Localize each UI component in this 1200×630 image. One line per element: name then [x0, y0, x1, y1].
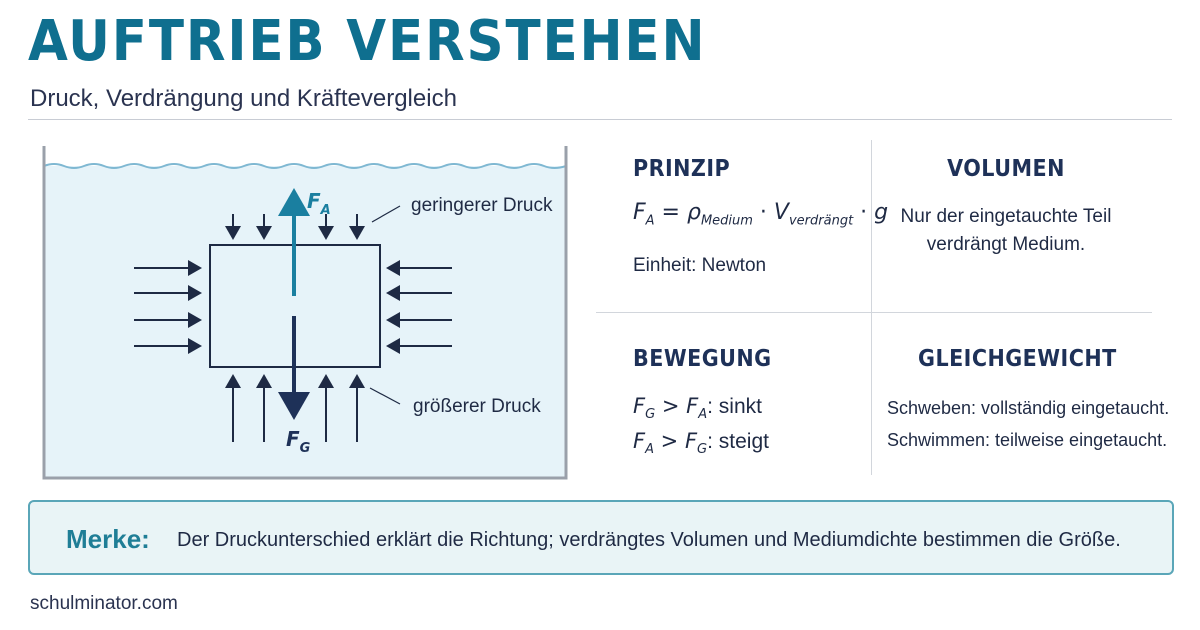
merke-text: Der Druckunterschied erklärt die Richtung; verdrängtes Volumen und Mediumdichte bestimmen die Größe. — [177, 529, 1121, 551]
rise-condition: $F_A > F_G$: steigt — [633, 429, 769, 458]
low-pressure-label: geringerer Druck — [411, 195, 553, 216]
page-subtitle: Druck, Verdrängung und Kräftevergleich — [30, 85, 457, 112]
merke-label: Merke: — [66, 524, 150, 554]
grid-divider-vertical — [871, 140, 872, 475]
buoyancy-diagram — [0, 0, 600, 500]
buoyant-force-label: $F_A$ — [307, 189, 331, 218]
buoyancy-formula: $F_A = \rho_{Medium} \cdot V_{verdrängt} \cdot g$ — [633, 200, 889, 229]
grid-divider-horizontal — [596, 312, 1152, 313]
unit-text: Einheit: Newton — [633, 255, 767, 276]
merke-box — [28, 500, 1174, 575]
high-pressure-label: größerer Druck — [413, 396, 541, 417]
gleichgewicht-line1: Schweben: vollständig eingetaucht. — [887, 398, 1170, 418]
gleichgewicht-title: GLEICHGEWICHT — [918, 346, 1117, 372]
gleichgewicht-line2: Schwimmen: teilweise eingetaucht. — [887, 430, 1168, 450]
prinzip-title: PRINZIP — [633, 156, 731, 182]
volumen-line1: Nur der eingetauchte Teil — [900, 206, 1112, 227]
volumen-title: VOLUMEN — [947, 156, 1065, 182]
footer-site: schulminator.com — [30, 593, 178, 614]
bewegung-title: BEWEGUNG — [633, 346, 772, 372]
page-title: AUFTRIEB VERSTEHEN — [28, 9, 707, 74]
weight-force-label: $F_G$ — [286, 427, 311, 456]
volumen-line2: verdrängt Medium. — [926, 234, 1086, 255]
sink-condition: $F_G > F_A$: sinkt — [633, 394, 762, 423]
